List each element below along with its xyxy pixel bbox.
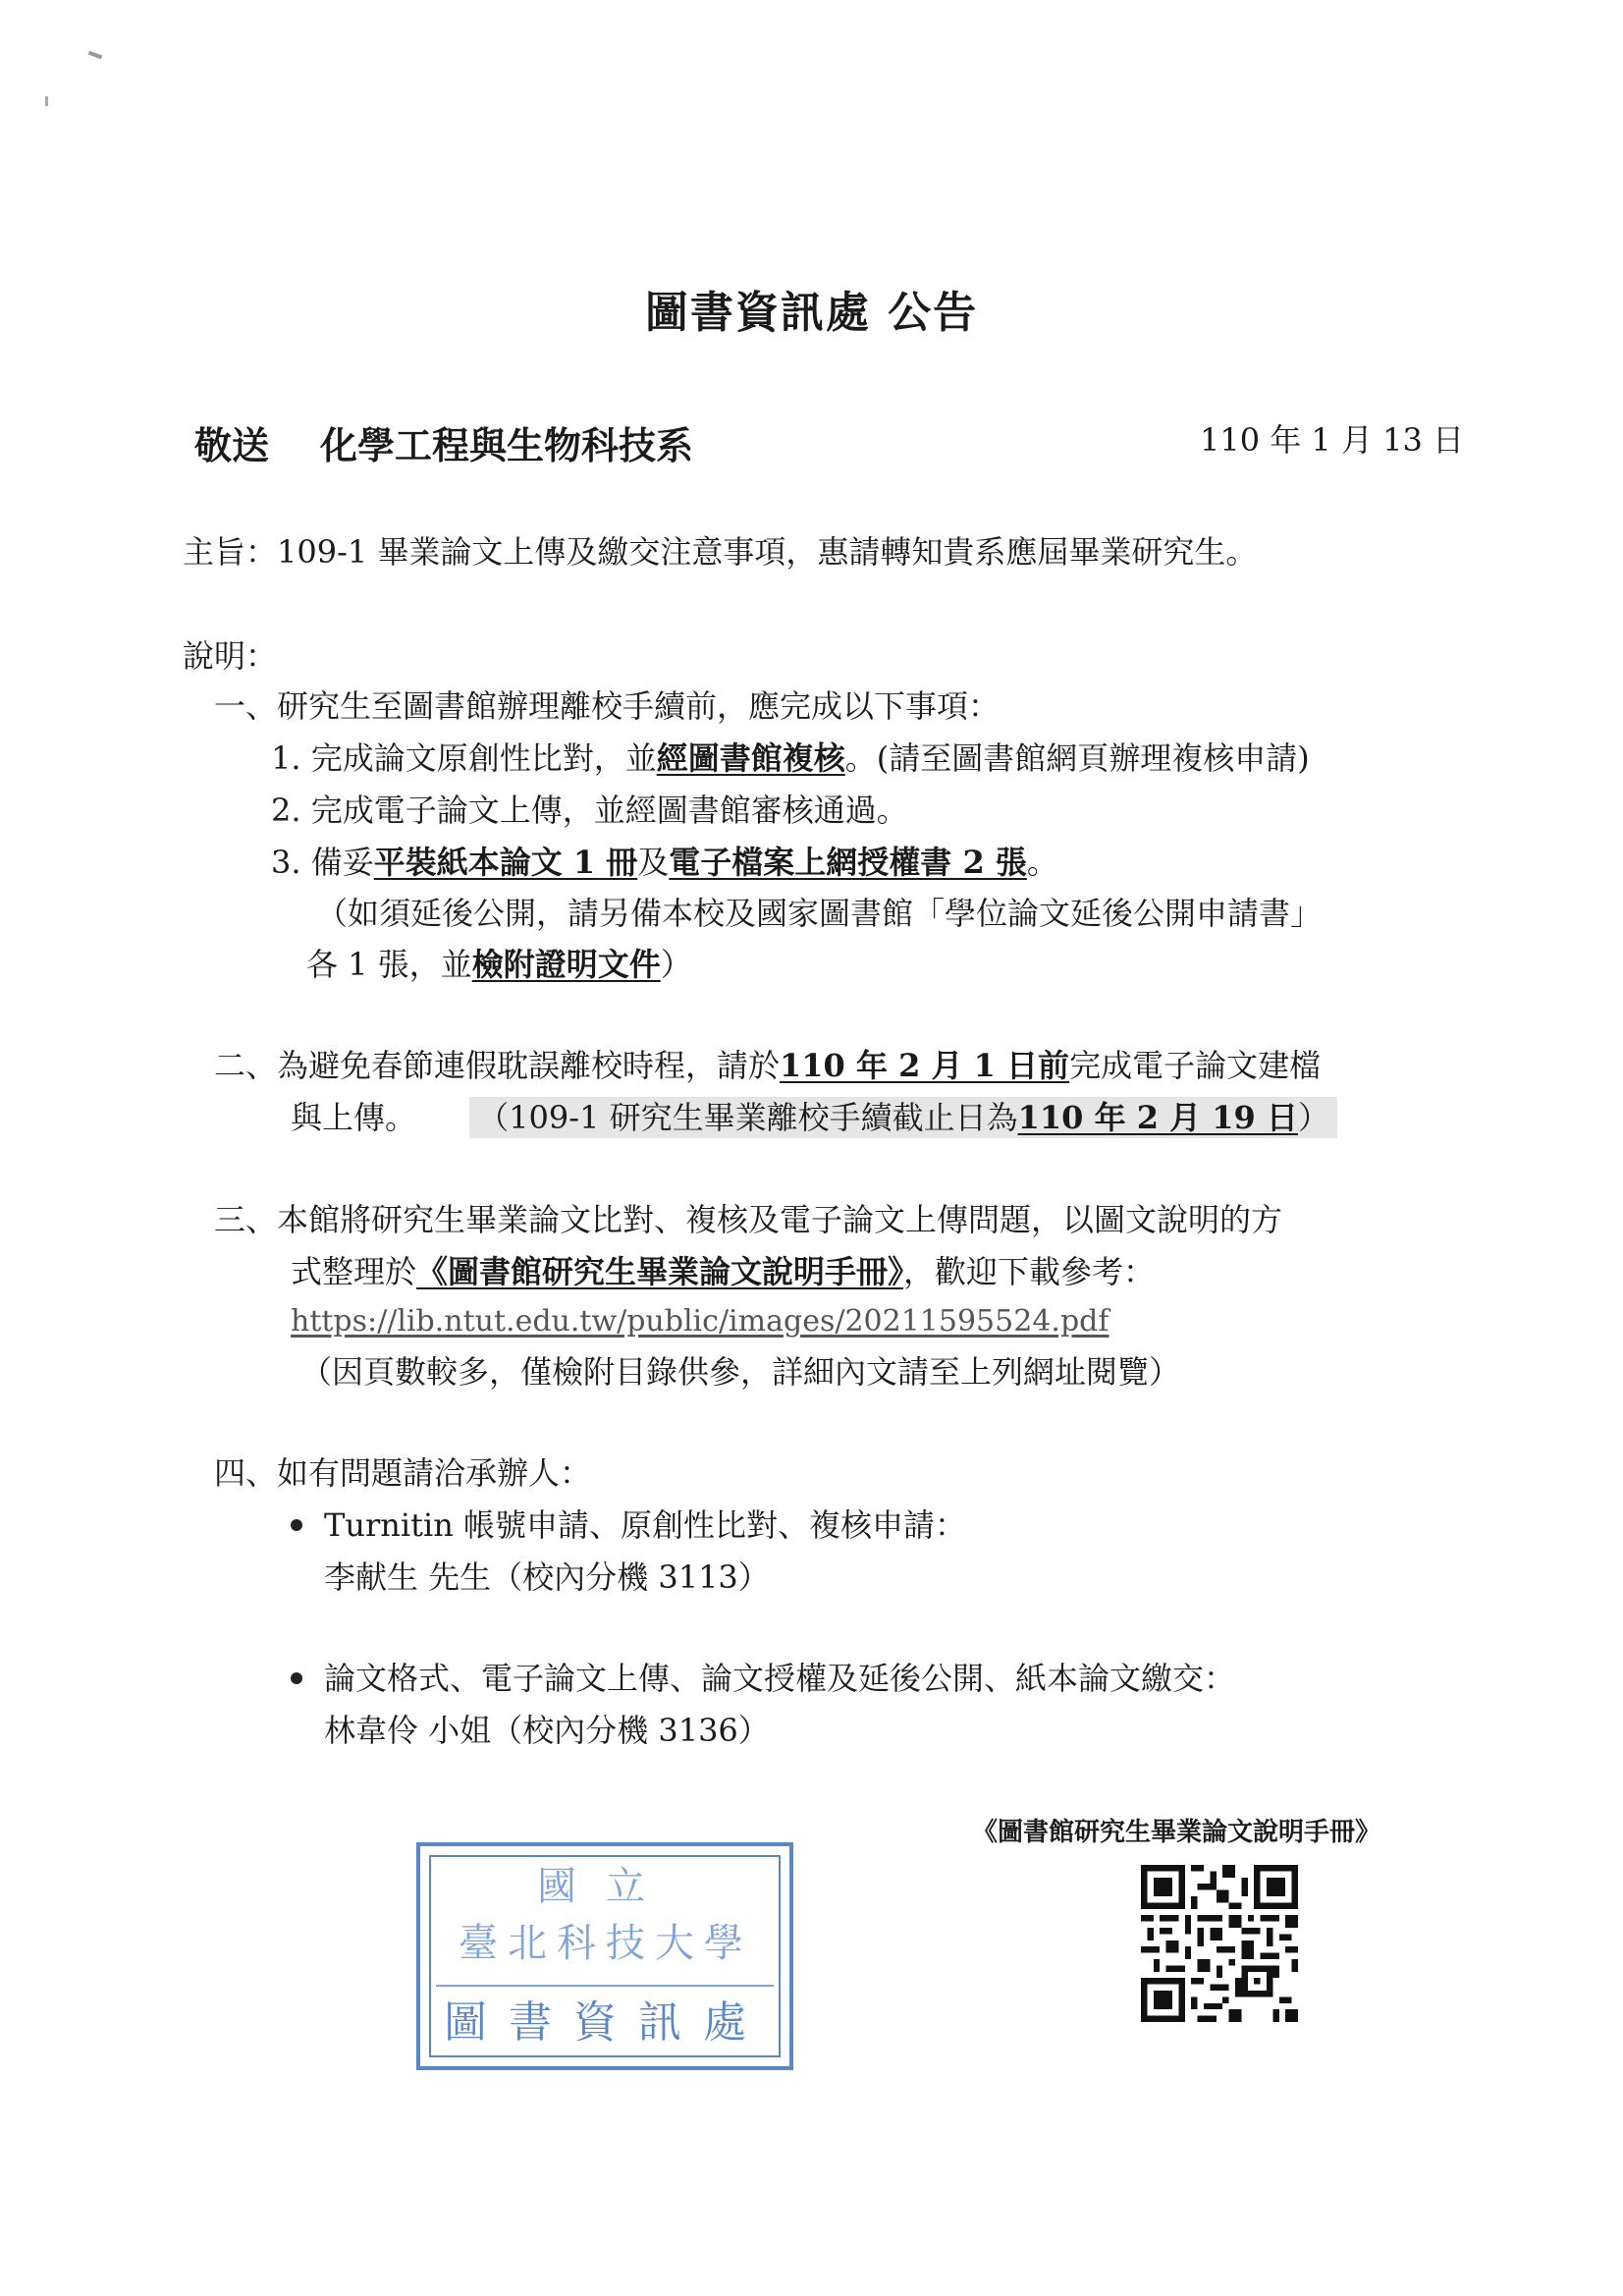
- contact-1-topic: Turnitin 帳號申請、原創性比對、複核申請：: [291, 1505, 966, 1545]
- bullet-icon: [291, 1672, 302, 1684]
- emphasis: 110 年 2 月 1 日前: [780, 1047, 1070, 1084]
- handbook-link[interactable]: https://lib.ntut.edu.tw/public/images/20211595524.pdf: [291, 1304, 1109, 1339]
- subject-line: 主旨：109-1 畢業論文上傳及繳交注意事項，惠請轉知貴系應屆畢業研究生。: [183, 533, 1258, 571]
- seal-border: [414, 1838, 797, 2074]
- scan-mark: [88, 51, 103, 60]
- section-2-line-1: 二、為避免春節連假耽誤離校時程，請於110 年 2 月 1 日前完成電子論文建檔: [214, 1047, 1322, 1084]
- recipient: [194, 415, 693, 469]
- contact-2-topic: 論文格式、電子論文上傳、論文授權及延後公開、紙本論文繳交：: [291, 1659, 1235, 1698]
- recipient-department: 化學工程與生物科技系: [320, 423, 694, 467]
- section-1-heading: 一、研究生至圖書館辦理離校手續前，應完成以下事項：: [214, 687, 1001, 725]
- section-1-item-1: 1. 完成論文原創性比對，並經圖書館複核。(請至圖書館網頁辦理複核申請): [271, 739, 1310, 777]
- svg-text:臺北科技大學: 臺北科技大學: [459, 1921, 753, 1966]
- contact-1-person: 李献生 先生（校內分機 3113）: [324, 1558, 770, 1596]
- section-1-note-1: （如須延後公開，請另備本校及國家圖書館「學位論文延後公開申請書」: [316, 895, 1323, 932]
- qr-caption: 《圖書館研究生畢業論文說明手冊》: [972, 1818, 1381, 1847]
- contact-2-person: 林韋伶 小姐（校內分機 3136）: [324, 1712, 770, 1749]
- scan-mark: [45, 96, 48, 106]
- emphasis: 電子檔案上網授權書 2 張: [669, 844, 1027, 881]
- section-1-item-3: 3. 備妥平裝紙本論文 1 冊及電子檔案上網授權書 2 張。: [271, 844, 1058, 881]
- handbook-title: 《圖書館研究生畢業論文說明手冊》: [416, 1253, 904, 1290]
- deadline-highlight: （109-1 研究生畢業離校手續截止日為110 年 2 月 19 日）: [469, 1097, 1337, 1138]
- emphasis: 平裝紙本論文 1 冊: [373, 844, 638, 881]
- section-1-item-2: 2. 完成電子論文上傳，並經圖書館審核通過。: [271, 792, 908, 829]
- page-title: 圖書資訊處 公告: [644, 288, 979, 338]
- recipient-prefix: 敬送: [194, 423, 270, 467]
- section-3-line-1: 三、本館將研究生畢業論文比對、複核及電子論文上傳問題，以圖文說明的方: [214, 1201, 1283, 1238]
- qr-code-icon[interactable]: [1141, 1865, 1298, 2022]
- bullet-icon: [291, 1519, 302, 1531]
- announcement-date: 110 年 1 月 13 日: [1200, 421, 1465, 459]
- official-seal: [414, 1838, 797, 2074]
- explanation-label: 說明：: [183, 637, 278, 675]
- emphasis: 110 年 2 月 19 日: [1017, 1099, 1298, 1136]
- emphasis: 經圖書館複核: [656, 739, 845, 777]
- section-1-note-2: 各 1 張，並檢附證明文件）: [306, 946, 692, 983]
- section-4-heading: 四、如有問題請洽承辦人：: [214, 1454, 592, 1492]
- svg-text:國立: 國立: [537, 1864, 675, 1909]
- section-2-line-2: 與上傳。 （109-1 研究生畢業離校手續截止日為110 年 2 月 19 日）: [291, 1098, 1337, 1137]
- emphasis: 檢附證明文件: [471, 946, 661, 983]
- section-3-note: （因頁數較多，僅檢附目錄供參，詳細內文請至上列網址閱覽）: [300, 1353, 1181, 1391]
- section-3-line-2: 式整理於《圖書館研究生畢業論文說明手冊》，歡迎下載參考：: [291, 1253, 1156, 1290]
- svg-text:圖書資訊處: 圖書資訊處: [444, 1997, 768, 2048]
